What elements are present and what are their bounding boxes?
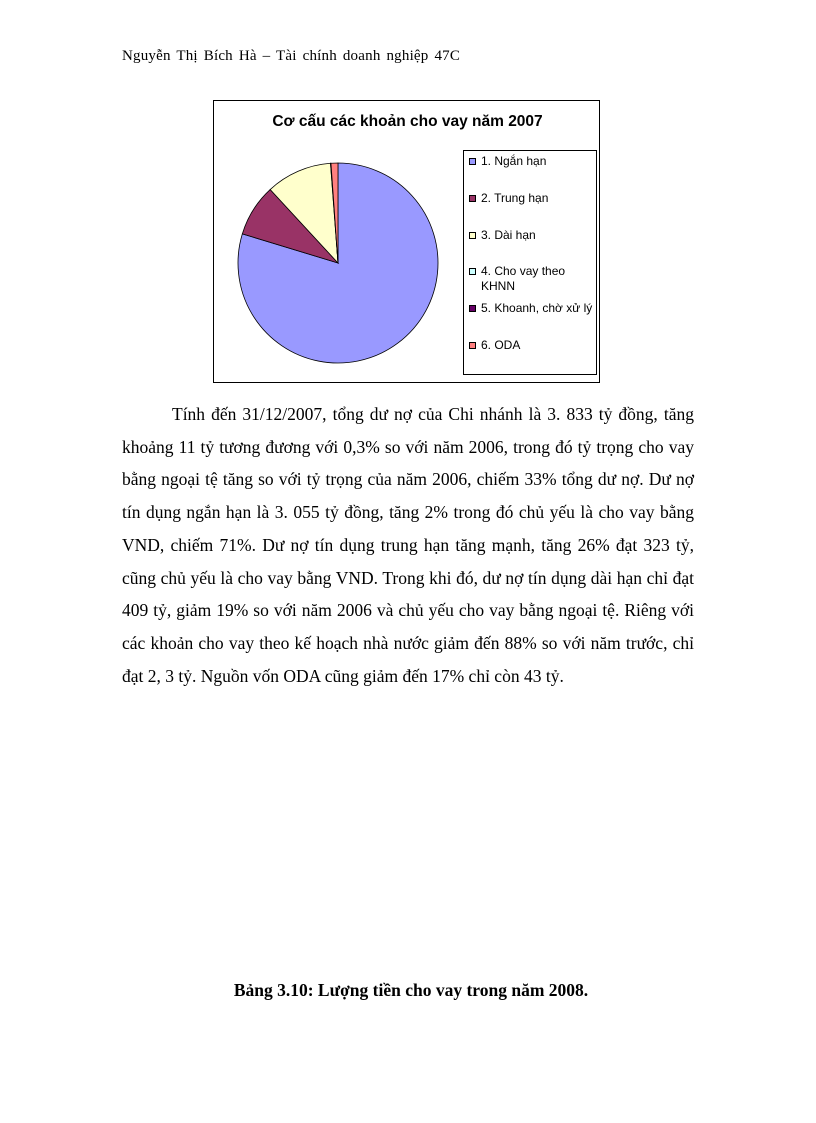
legend-swatch (469, 268, 476, 275)
chart-legend (463, 150, 597, 375)
legend-label: 1. Ngắn hạn (481, 154, 547, 168)
legend-label: 6. ODA (481, 338, 521, 352)
legend-label: 4. Cho vay theo KHNN (481, 264, 566, 293)
pie-chart (213, 100, 600, 383)
table-caption: Bảng 3.10: Lượng tiền cho vay trong năm 2008. (233, 980, 589, 1000)
legend-swatch (469, 305, 476, 312)
body-paragraph: Tính đến 31/12/2007, tổng dư nợ của Chi nhánh là 3. 833 tỷ đồng, tăng khoảng 11 tỷ tương đương với 0,3% so với năm 2006, trong đó tỷ trọng cho vay bằng ngoại tệ tăng so với tỷ trọng của năm 2006, chiếm 33% tổng dư nợ. Dư nợ tín dụng ngắn hạn là 3. 055 tỷ đồng, tăng 2% trong đó chủ yếu là cho vay bằng VND, chiếm 71%. Dư nợ tín dụng trung hạn tăng mạnh, tăng 26% đạt 323 tỷ, cũng chủ yếu là cho vay bằng VND. Trong khi đó, dư nợ tín dụng dài hạn chỉ đạt 409 tỷ, giảm 19% so với năm 2006 và chủ yếu cho vay bằng ngoại tệ. Riêng với các khoản cho vay theo kế hoạch nhà nước giảm đến 88% so với năm trước, chỉ đạt 2, 3 tỷ. Nguồn vốn ODA cũng giảm đến 17% chỉ còn 43 tỷ. (122, 404, 694, 686)
legend-swatch (469, 342, 476, 349)
legend-swatch (469, 195, 476, 202)
legend-label: 5. Khoanh, chờ xử lý (481, 301, 593, 315)
page-header: Nguyễn Thị Bích Hà – Tài chính doanh nghiệp 47C (122, 48, 461, 64)
chart-title: Cơ cấu các khoản cho vay năm 2007 (272, 113, 543, 130)
legend-swatch (469, 232, 476, 239)
legend-swatch (469, 158, 476, 165)
legend-label: 3. Dài hạn (481, 228, 536, 242)
legend-label: 2. Trung hạn (481, 191, 549, 205)
